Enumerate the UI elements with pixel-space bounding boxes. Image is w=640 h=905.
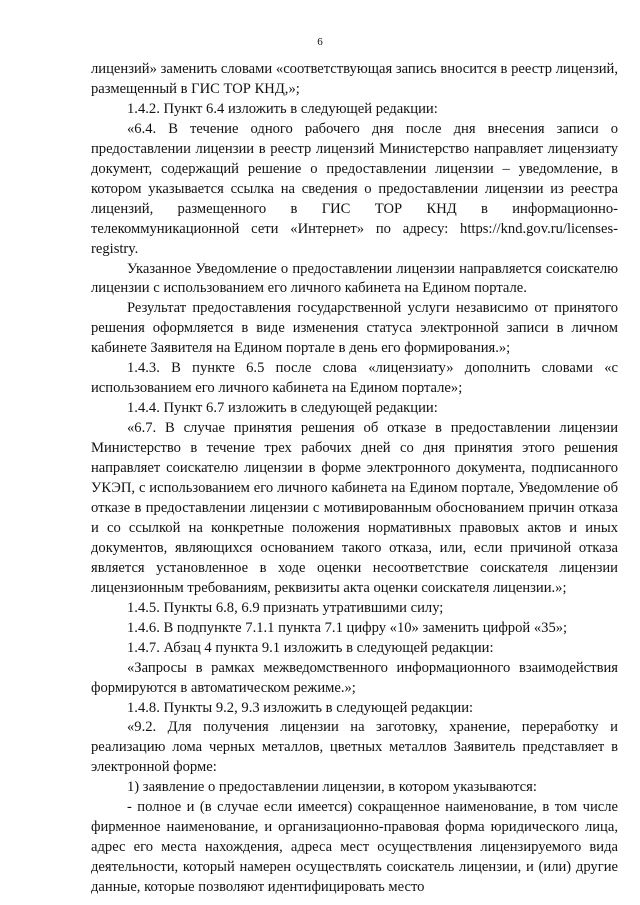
paragraph: «Запросы в рамках межведомственного информационного взаимодействия формируются в автоматическом режиме.»; [91,659,618,696]
paragraph: 1.4.2. Пункт 6.4 изложить в следующей редакции: [127,100,438,117]
paragraph: «6.4. В течение одного рабочего дня после дня внесения записи о предоставлении лицензии в реестр лицензий Министерство направляет лицензиату документ, содержащий решение о предоставлении лицензии – уведомление, в котором указывается ссылка на сведения о предоставлении лицензии из реестра лицензий, размещенного в ГИС ТОР КНД в информационно-телекоммуникационной сети «Интернет» по адресу: https://knd.gov.ru/licenses-registry. [91,120,618,257]
document-body [91,60,618,898]
paragraph: 1.4.8. Пункты 9.2, 9.3 изложить в следующей редакции: [127,699,474,716]
paragraph: «6.7. В случае принятия решения об отказе в предоставлении лицензии Министерство в течение трех рабочих дней со дня принятия этого решения направляет соискателю лицензии в форме электронного документа, подписанного УКЭП, с использованием его личного кабинета на Едином портале, Уведомление об отказе в предоставлении лицензии с мотивированным обоснованием причин отказа и со ссылкой на конкретные положения нормативных правовых актов и иных документов, являющихся основанием такого отказа, или, если причиной отказа является установленное в ходе оценки несоответствие соискателя лицензии лицензионным требованиям, реквизиты акта оценки соискателя лицензии.»; [91,420,618,596]
paragraph: 1.4.5. Пункты 6.8, 6.9 признать утратившими силу; [127,599,444,616]
paragraph: 1.4.7. Абзац 4 пункта 9.1 изложить в следующей редакции: [127,639,494,656]
paragraph: 1.4.4. Пункт 6.7 изложить в следующей редакции: [127,400,438,417]
page-number: 6 [317,36,323,48]
paragraph: лицензий» заменить словами «соответствующая запись вносится в реестр лицензий, размещенный в ГИС ТОР КНД,»; [91,61,618,97]
paragraph: 1) заявление о предоставлении лицензии, в котором указываются: [127,779,537,796]
paragraph: 1.4.6. В подпункте 7.1.1 пункта 7.1 цифру «10» заменить цифрой «35»; [127,619,568,636]
paragraph: Указанное Уведомление о предоставлении лицензии направляется соискателю лицензии с использованием его личного кабинета на Едином портале. [91,260,618,297]
paragraph: «9.2. Для получения лицензии на заготовку, хранение, переработку и реализацию лома черных металлов, цветных металлов Заявитель представляет в электронной форме: [91,719,618,776]
paragraph: 1.4.3. В пункте 6.5 после слова «лицензиату» дополнить словами «с использованием его личного кабинета на Едином портале»; [91,360,618,397]
paragraph: - полное и (в случае если имеется) сокращенное наименование, в том числе фирменное наименование, и организационно-правовая форма юридического лица, адрес его места нахождения, адреса мест осуществления лицензируемого вида деятельности, который намерен осуществлять соискатель лицензии, и (или) другие данные, которые позволяют идентифицировать место [91,799,618,896]
paragraph: Результат предоставления государственной услуги независимо от принятого решения оформляется в виде изменения статуса электронной записи в личном кабинете Заявителя на Едином портале в день его формирования.»; [91,300,618,357]
